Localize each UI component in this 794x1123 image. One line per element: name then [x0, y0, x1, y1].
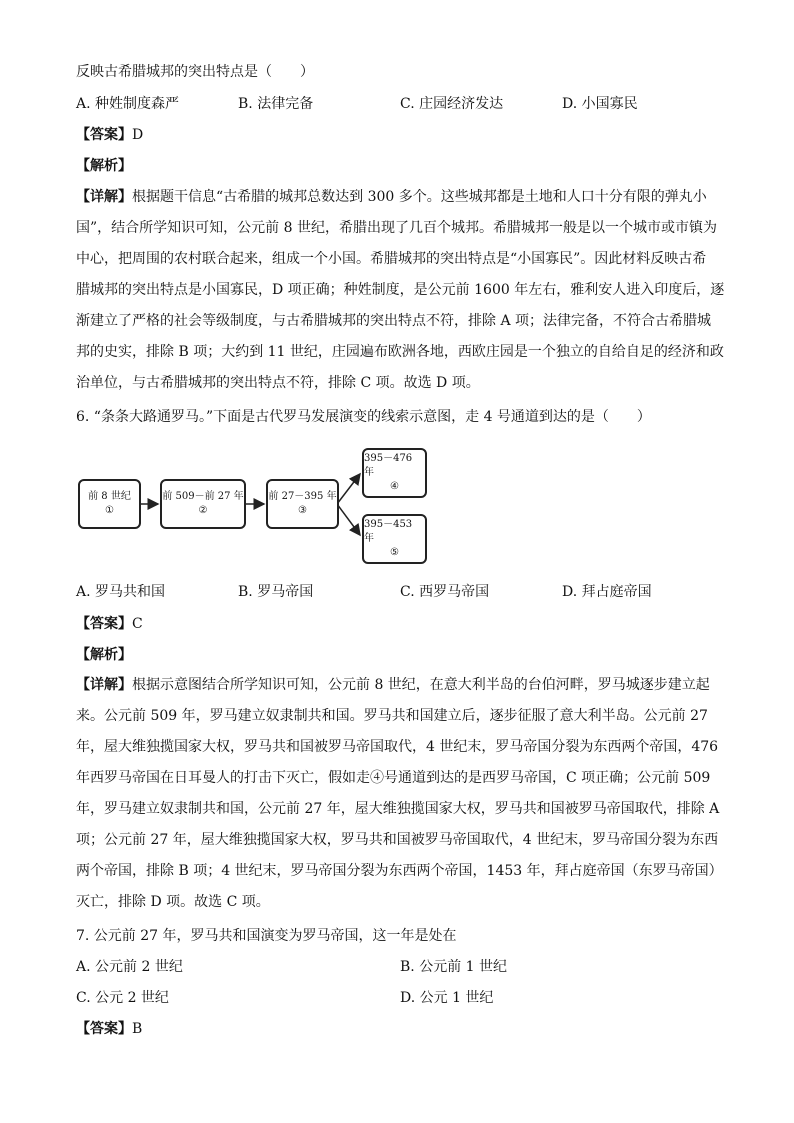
box-number: ①	[105, 505, 114, 516]
box-label: 前 8 世纪	[88, 491, 131, 502]
q5-detail-line: 中心，把周围的农村联合起来，组成一个小国。希腊城邦的突出特点是“小国寡民”。因此材料反映古希	[76, 251, 707, 267]
q6-detail-line: 年西罗马帝国在日耳曼人的打击下灭亡，假如走④号通道到达的是西罗马帝国，C 项正确；公元前 509	[76, 770, 711, 786]
q6-detail-line: 年，罗马建立奴隶制共和国，公元前 27 年，屋大维独揽国家大权，罗马共和国被罗马帝国取代，排除 A	[76, 801, 720, 817]
timeline-box-4	[362, 448, 427, 498]
box-label: 395－476 年	[364, 453, 413, 478]
q5-option-c: C. 庄园经济发达	[400, 96, 504, 112]
q6-analysis-label: 【解析】	[76, 647, 132, 663]
arrow-3-5	[337, 504, 360, 535]
q6-option-d: D. 拜占庭帝国	[562, 584, 652, 600]
q5-option-d: D. 小国寡民	[562, 96, 638, 112]
box-number: ④	[390, 481, 399, 492]
timeline-box-5	[362, 514, 427, 564]
q5-detail-line: 国”，结合所学知识可知，公元前 8 世纪，希腊出现了几百个城邦。希腊城邦一般是以一个城市或市镇为	[76, 220, 717, 236]
q5-option-a: A. 种姓制度森严	[76, 96, 180, 112]
box-number: ⑤	[390, 547, 399, 558]
q6-detail-line: 项；公元前 27 年，屋大维独揽国家大权，罗马共和国被罗马帝国取代，4 世纪末，罗马帝国分裂为东西	[76, 832, 719, 848]
timeline-box-3	[266, 479, 339, 529]
q6-detail-line: 年，屋大维独揽国家大权，罗马共和国被罗马帝国取代，4 世纪末，罗马帝国分裂为东西两个帝国，476	[76, 739, 719, 755]
q5-detail-line: 腊城邦的突出特点是小国寡民，D 项正确；种姓制度，是公元前 1600 年左右，雅利安人进入印度后，逐	[76, 282, 725, 298]
q5-answer: 【答案】D	[76, 127, 144, 143]
q7-option-b: B. 公元前 1 世纪	[400, 959, 507, 975]
box-label: 前 27－395 年	[268, 491, 337, 502]
q7-option-d: D. 公元 1 世纪	[400, 990, 494, 1006]
q6-stem: 6. “条条大路通罗马。”下面是古代罗马发展演变的线索示意图，走 4 号通道到达的是（ ）	[76, 409, 651, 425]
q7-stem: 7. 公元前 27 年，罗马共和国演变为罗马帝国，这一年是处在	[76, 928, 457, 944]
q6-detail-line: 两个帝国，排除 B 项；4 世纪末，罗马帝国分裂为东西两个帝国，1453 年，拜占庭帝国（东罗马帝国）	[76, 863, 723, 879]
box-number: ③	[298, 505, 307, 516]
q6-option-b: B. 罗马帝国	[238, 584, 314, 600]
timeline-box-2	[160, 479, 246, 529]
box-label: 前 509－前 27 年	[162, 491, 244, 502]
q5-detail-line: 治单位，与古希腊城邦的突出特点不符，排除 C 项。故选 D 项。	[76, 375, 480, 391]
q6-detail-line: 来。公元前 509 年，罗马建立奴隶制共和国。罗马共和国建立后，逐步征服了意大利半岛。公元前 27	[76, 708, 708, 724]
q5-detail-line: 邦的史实，排除 B 项；大约到 11 世纪，庄园遍布欧洲各地，西欧庄园是一个独立的自给自足的经济和政	[76, 344, 724, 360]
q6-option-a: A. 罗马共和国	[76, 584, 166, 600]
arrow-3-4	[337, 474, 360, 504]
q5-option-b: B. 法律完备	[238, 96, 314, 112]
q7-option-c: C. 公元 2 世纪	[76, 990, 169, 1006]
q5-detail-line: 渐建立了严格的社会等级制度，与古希腊城邦的突出特点不符，排除 A 项；法律完备，不符合古希腊城	[76, 313, 712, 329]
box-label: 395－453 年	[364, 519, 413, 544]
q6-detail	[76, 670, 723, 918]
q5-detail-line: 【详解】根据题干信息“古希腊的城邦总数达到 300 多个。这些城邦都是土地和人口十分有限的弹丸小	[76, 189, 707, 205]
timeline-box-1	[78, 479, 141, 529]
box-number: ②	[198, 505, 208, 516]
q7-answer: 【答案】B	[76, 1021, 143, 1037]
q6-detail-line: 灭亡，排除 D 项。故选 C 项。	[76, 894, 270, 910]
q6-answer: 【答案】C	[76, 616, 143, 632]
q6-option-c: C. 西罗马帝国	[400, 584, 490, 600]
q7-option-a: A. 公元前 2 世纪	[76, 959, 183, 975]
q5-stem: 反映古希腊城邦的突出特点是（ ）	[76, 64, 314, 80]
q5-analysis-label: 【解析】	[76, 158, 132, 174]
q6-detail-line: 【详解】根据示意图结合所学知识可知，公元前 8 世纪，在意大利半岛的台伯河畔，罗马城逐步建立起	[76, 677, 710, 693]
